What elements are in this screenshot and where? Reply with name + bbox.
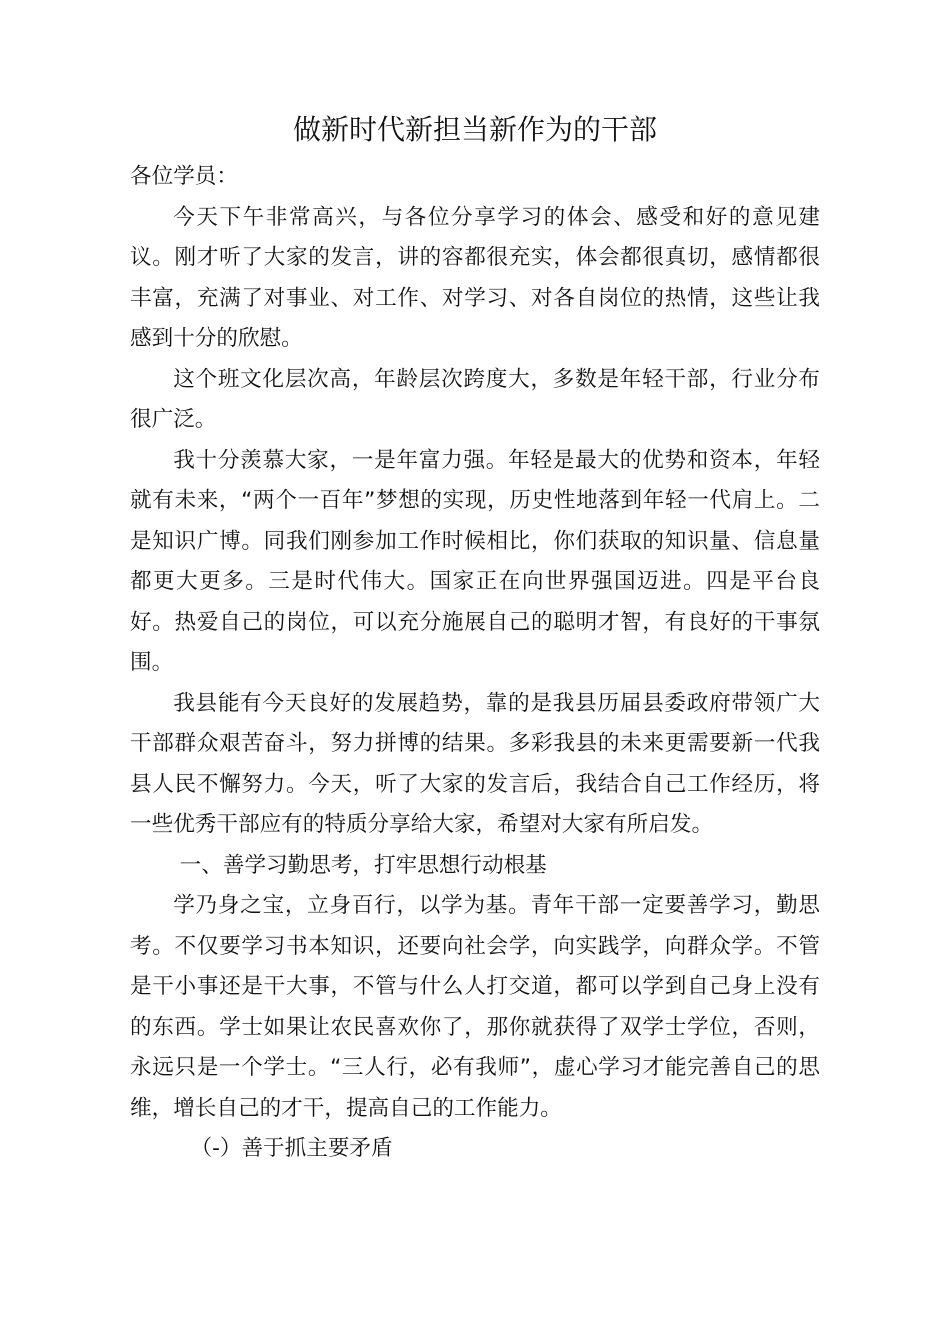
paragraph: 这个班文化层次高，年龄层次跨度大，多数是年轻干部，行业分布很广泛。 [130,366,820,432]
salutation: 各位学员： [130,164,238,189]
paragraph: 今天下午非常高兴，与各位分享学习的体会、感受和好的意见建议。刚才听了大家的发言，讲的容都很充实，体会都很真切，感情都很丰富，充满了对事业、对工作、对学习、对各自岗位的热情，这些让我感到十分的欣慰。 [130,204,820,351]
document-title: 做新时代新担当新作为的干部 [292,113,657,146]
paragraph: 我县能有今天良好的发展趋势，靠的是我县历届县委政府带领广大干部群众艰苦奋斗，努力拼博的结果。多彩我县的未来更需要新一代我县人民不懈努力。今天，听了大家的发言后，我结合自己工作经历，将一些优秀干部应有的特质分享给大家，希望对大家有所启发。 [130,690,820,837]
paragraph: 我十分羡慕大家，一是年富力强。年轻是最大的优势和资本，年轻就有未来，“两个一百年”梦想的实现，历史性地落到年轻一代肩上。二是知识广博。同我们刚参加工作时候相比，你们获取的知识量、信息量都更大更多。三是时代伟大。国家正在向世界强国迈进。四是平台良好。热爱自己的岗位，可以充分施展自己的聪明才智，有良好的干事氛围。 [130,447,820,675]
document-body [130,157,820,1170]
subsection-heading: （-）善于抓主要矛盾 [190,1136,393,1161]
paragraph: 学乃身之宝，立身百行，以学为基。青年干部一定要善学习，勤思考。不仅要学习书本知识，还要向社会学，向实践学，向群众学。不管是干小事还是干大事，不管与什么人打交道，都可以学到自己身上没有的东西。学士如果让农民喜欢你了，那你就获得了双学士学位，否则，永远只是一个学士。“三人行，必有我师”，虚心学习才能完善自己的思维，增长自己的才干，提高自己的工作能力。 [130,893,820,1121]
section-heading: 一、善学习勤思考，打牢思想行动根基 [179,852,547,878]
